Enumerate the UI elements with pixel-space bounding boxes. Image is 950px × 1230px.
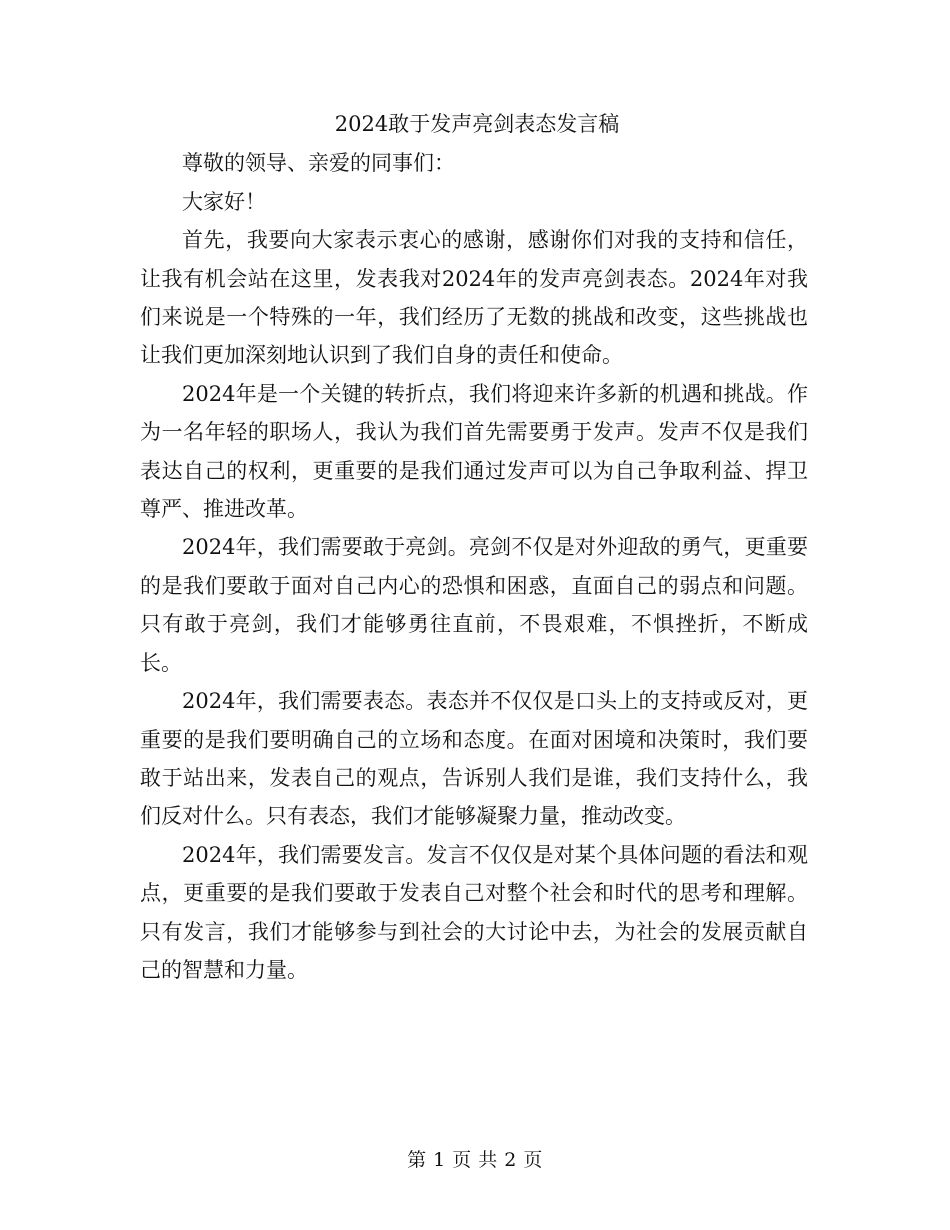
document-title: 2024敢于发声亮剑表态发言稿: [334, 112, 620, 136]
greeting-salutation: 尊敬的领导、亲爱的同事们：: [182, 151, 455, 176]
page-number: 第 1 页 共 2 页: [407, 1149, 543, 1171]
paragraph-speak-up: 2024年是一个关键的转折点，我们将迎来许多新的机遇和挑战。作为一名年轻的职场人，我认为我们首先需要勇于发声。发声不仅是我们表达自己的权利，更重要的是我们通过发声可以为自己争取利益、捍卫尊严、推进改革。: [140, 381, 808, 522]
paragraph-speak-out: 2024年，我们需要发言。发言不仅仅是对某个具体问题的看法和观点，更重要的是我们要敢于发表自己对整个社会和时代的思考和理解。只有发言，我们才能够参与到社会的大讨论中去，为社会的发展贡献自己的智慧和力量。: [140, 842, 808, 982]
document-body: [140, 105, 808, 989]
paragraph-take-stance: 2024年，我们需要表态。表态并不仅仅是口头上的支持或反对，更重要的是我们要明确自己的立场和态度。在面对困境和决策时，我们要敢于站出来，发表自己的观点，告诉别人我们是谁，我们支持什么，我们反对什么。只有表态，我们才能够凝聚力量，推动改变。: [140, 689, 808, 829]
greeting-hello: 大家好！: [182, 189, 266, 214]
paragraph-thanks: 首先，我要向大家表示衷心的感谢，感谢你们对我的支持和信任，让我有机会站在这里，发表我对2024年的发声亮剑表态。2024年对我们来说是一个特殊的一年，我们经历了无数的挑战和改变，这些挑战也让我们更加深刻地认识到了我们自身的责任和使命。: [140, 228, 808, 368]
paragraph-draw-sword: 2024年，我们需要敢于亮剑。亮剑不仅是对外迎敌的勇气，更重要的是我们要敢于面对自己内心的恐惧和困惑，直面自己的弱点和问题。只有敢于亮剑，我们才能够勇往直前，不畏艰难，不惧挫折，不断成长。: [140, 535, 808, 675]
